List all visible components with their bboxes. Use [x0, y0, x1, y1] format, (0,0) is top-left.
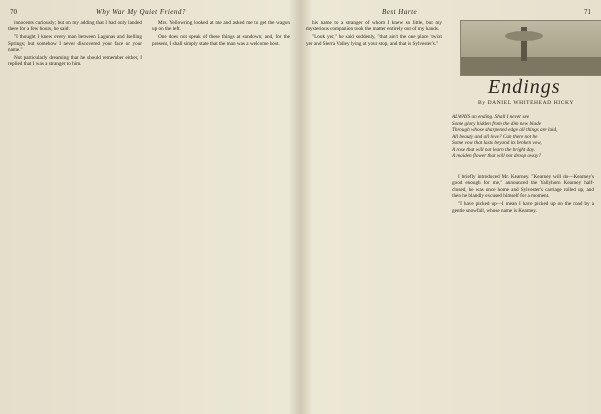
poem-line: Through whose sharpened edge all things are laid,	[452, 127, 558, 133]
poem-line: All beauty and all love? Can there not be	[452, 133, 538, 140]
running-head: Why War My Quiet Friend?	[96, 8, 186, 16]
poem-line: Some vow that lasts beyond its broken vow,	[452, 140, 542, 146]
right-page	[302, 0, 601, 414]
prose-col	[452, 174, 594, 408]
poem-line: Some glory hidden from the dim new blade	[452, 120, 541, 127]
paragraph: "Look yer," he said suddenly, "that ain't the one place 'twixt yer and Sierra Valley lying at your stop, and that is Sylvester's."	[306, 34, 442, 47]
paragraph: "I have picked up—I mean I have picked up on the road by a gentle snowfall, whose name is Kearney.	[452, 201, 594, 214]
page-number: 71	[584, 8, 591, 16]
paragraph: innocents curiously; but on my adding that I had only landed there for a few hours, he said:	[8, 20, 142, 33]
byline: By DANIEL WHITEHEAD HICKY	[478, 100, 575, 106]
left-page	[0, 0, 298, 414]
article-title: Endings	[488, 76, 561, 98]
page-number: 70	[10, 8, 17, 16]
paragraph: his name to a stranger of whom I knew so little, but my mysterious companion took the matter entirely out of my hands.	[306, 20, 442, 33]
poem	[452, 114, 594, 160]
paragraph: I briefly introduced Mr. Kearney. "Kearney will do—Kearney's good enough for me," announced the Yallyhorn Kearney half-closed, he was once home and Sylvester's carriage rolled up, and then he blandly excused himself for a moment.	[452, 174, 594, 200]
poem-line: A rose that will not learn the bright day.	[452, 146, 536, 153]
paragraph: Mrs. Yellowring looked at me and asked me to get the wagon up on the left.	[152, 20, 290, 33]
left-col-1	[8, 20, 142, 408]
poem-line: ALWAYS an ending. Shall I never see	[452, 114, 530, 120]
poem-line: A maiden flower that will not droop away?	[452, 153, 541, 159]
running-head: Best Harte	[382, 8, 418, 16]
left-col-2	[152, 20, 290, 408]
illustration	[460, 20, 601, 76]
endings-feature	[448, 14, 598, 408]
paragraph: One does not speak of these things at sundown; and, for the present, I shall simply state that the man was a welcome host.	[152, 34, 290, 47]
right-col-1	[306, 20, 442, 408]
paragraph: "I thought I knew every man between Lagunas and Iselling Springs; but somehow I never discovered your face or your name."	[8, 34, 142, 54]
paragraph: Not particularly dreaming that he should remember either, I replied that I was a stranger to him.	[8, 55, 142, 68]
